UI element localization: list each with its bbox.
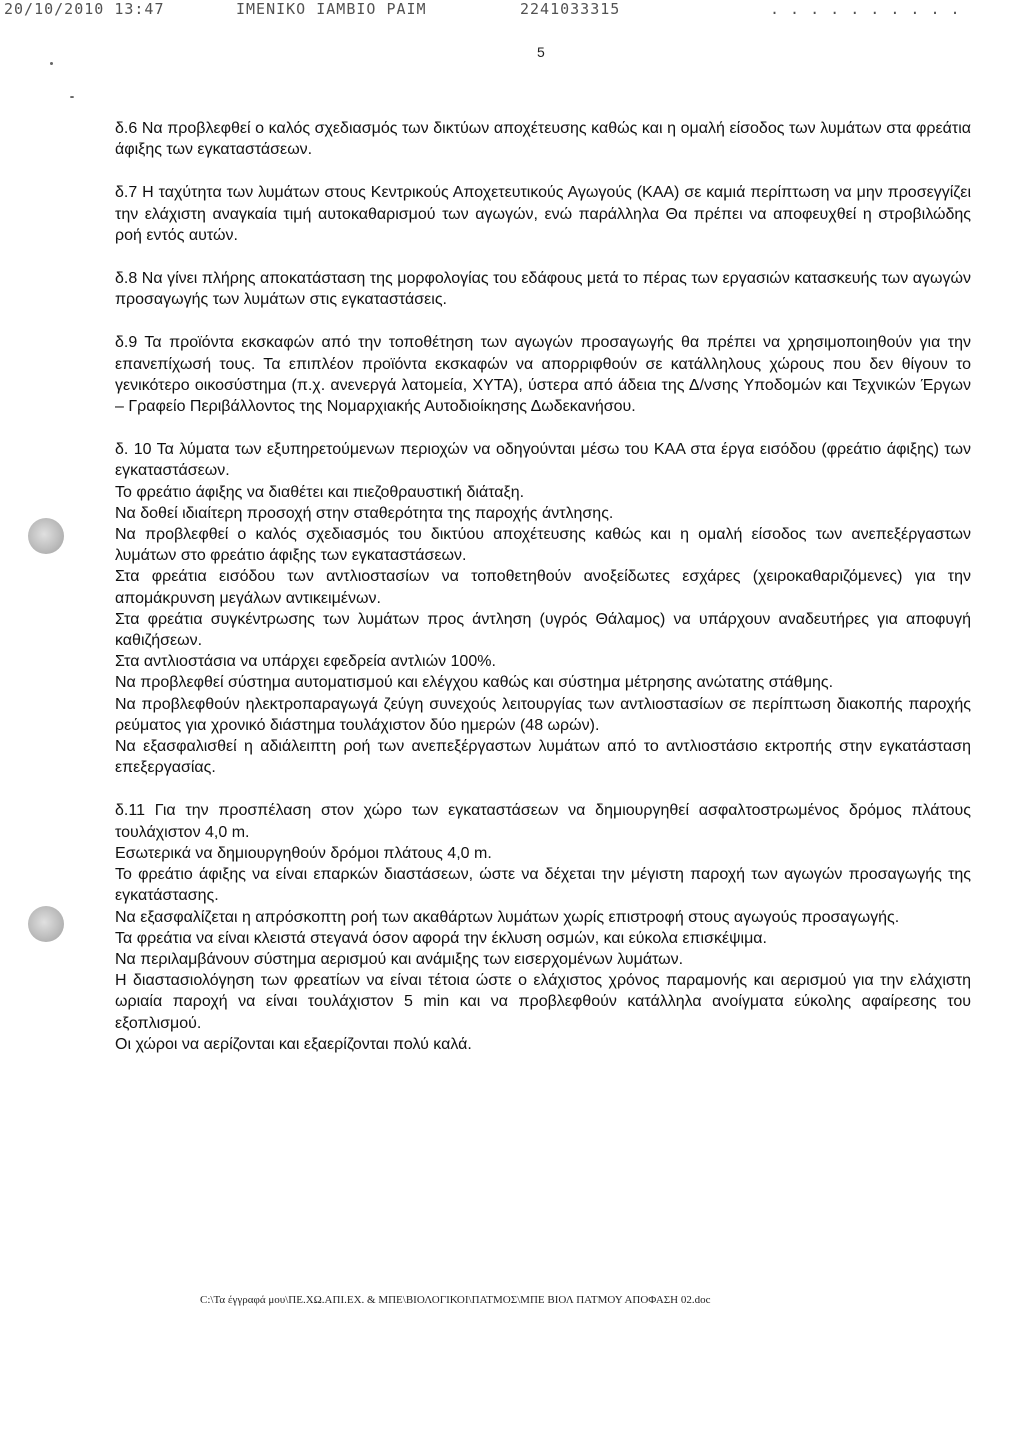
d11-line: Να εξασφαλίζεται η απρόσκοπτη ροή των ακαθάρτων λυμάτων χωρίς επιστροφή στους αγωγούς προσαγωγής. xyxy=(115,908,900,926)
d10-line: δ. 10 Τα λύματα των εξυπηρετούμενων περιοχών να οδηγούνται μέσω του ΚΑΑ στα έργα εισόδου (φρεάτιο άφιξης) των εγκαταστάσεων. xyxy=(115,441,971,480)
punch-hole-bottom xyxy=(28,906,64,942)
d10-line: Να προβλεφθεί σύστημα αυτοματισμού και ελέγχου καθώς και σύστημα μέτρησης ανώτατης στάθμης. xyxy=(115,674,834,692)
d11-line: δ.11 Για την προσπέλαση στον χώρο των εγκαταστάσεων να δημιουργηθεί ασφαλτοστρωμένος δρόμος πλάτους τουλάχιστον 4,0 m. xyxy=(115,802,971,841)
d10-line: Στα αντλιοστάσια να υπάρχει εφεδρεία αντλιών 100%. xyxy=(115,653,496,671)
d10-line: Να προβλεφθούν ηλεκτροπαραγωγά ζεύγη συνεχούς λειτουργίας των αντλιοστασίων σε περίπτωση διακοπής παροχής ρεύματος για χρονικό διάστημα τουλάχιστον δύο ημερών (48 ωρών). xyxy=(115,695,971,734)
fax-page-marks: . . . . . . . . . . xyxy=(770,0,961,18)
section-d6: δ.6 Να προβλεφθεί ο καλός σχεδιασμός των δικτύων αποχέτευσης καθώς και η ομαλή είσοδος των λυμάτων στα φρεάτια άφιξης των εγκαταστάσεων. xyxy=(115,120,971,159)
fax-header xyxy=(0,0,1024,22)
d10-line: Να προβλεφθεί ο καλός σχεδιασμός του δικτύου αποχέτευσης καθώς και η ομαλή είσοδος των ανεπεξέργαστων λυμάτων στο φρεάτιο άφιξης των εγκαταστάσεων. xyxy=(115,526,971,565)
scan-speck xyxy=(50,62,53,65)
d10-line: Το φρεάτιο άφιξης να διαθέτει και πιεζοθραυστική διάταξη. xyxy=(115,483,525,501)
fax-number: 2241033315 xyxy=(520,0,621,18)
section-d10 xyxy=(115,439,971,778)
punch-hole-top xyxy=(28,518,64,554)
d11-line: Εσωτερικά να δημιουργηθούν δρόμοι πλάτους 4,0 m. xyxy=(115,844,492,862)
section-d9: δ.9 Τα προϊόντα εκσκαφών από την τοποθέτηση των αγωγών προσαγωγής θα πρέπει να χρησιμοποιηθούν για την επανεπίχωσή τους. Τα επιπλέον προϊόντα εκσκαφών να απορριφθούν σε κατάλληλους χώρους που δεν θίγουν το γενικότερο οικοσύστημα (π.χ. ανενεργά λατομεία, ΧΥΤΑ), ύστερα από άδεια της Δ/νσης Υποδομών και Τεχνικών Έργων – Γραφείο Περιβάλλοντος της Νομαρχιακής Αυτοδιοίκησης Δωδεκανήσου. xyxy=(115,334,971,416)
fax-sender: IMENIKO IAMBIO PAIM xyxy=(236,0,427,18)
d10-line: Να δοθεί ιδιαίτερη προσοχή στην σταθερότητα της παροχής άντλησης. xyxy=(115,504,614,522)
d10-line: Στα φρεάτια εισόδου των αντλιοστασίων να τοποθετηθούν ανοξείδωτες εσχάρες (χειροκαθαριζόμενες) για την απομάκρυνση μεγάλων αντικειμένων. xyxy=(115,568,971,607)
d11-line: Να περιλαμβάνουν σύστημα αερισμού και ανάμιξης των εισερχομένων λυμάτων. xyxy=(115,950,684,968)
document-body xyxy=(115,118,971,1073)
section-d7: δ.7 Η ταχύτητα των λυμάτων στους Κεντρικούς Αποχετευτικούς Αγωγούς (ΚΑΑ) σε καμιά περίπτωση να μην προσεγγίζει την ελάχιστη αναγκαία τιμή αυτοκαθαρισμού των αγωγών, ενώ παράλληλα Θα πρέπει να αποφευχθεί η στροβιλώδης ροή εντός αυτών. xyxy=(115,184,971,244)
section-d8: δ.8 Να γίνει πλήρης αποκατάσταση της μορφολογίας του εδάφους μετά το πέρας των εργασιών κατασκευής των αγωγών προσαγωγής των λυμάτων στις εγκαταστάσεις. xyxy=(115,270,971,309)
d10-line: Να εξασφαλισθεί η αδιάλειπτη ροή των ανεπεξέργαστων λυμάτων από το αντλιοστάσιο εκτροπής στην εγκατάσταση επεξεργασίας. xyxy=(115,738,971,777)
d11-line: Η διαστασιολόγηση των φρεατίων να είναι τέτοια ώστε ο ελάχιστος χρόνος παραμονής και αερισμού για την ελάχιστη ωριαία παροχή να είναι τουλάχιστον 5 min και να προβλεφθούν κατάλληλα ανοίγματα εύκολης αφαίρεσης του εξοπλισμού. xyxy=(115,972,971,1032)
section-d11 xyxy=(115,800,971,1054)
d10-line: Στα φρεάτια συγκέντρωσης των λυμάτων προς άντληση (υγρός Θάλαμος) να υπάρχουν αναδευτήρες για αποφυγή καθιζήσεων. xyxy=(115,610,971,650)
d11-line: Το φρεάτιο άφιξης να είναι επαρκών διαστάσεων, ώστε να δέχεται την μέγιστη παροχή των αγωγών προσαγωγής της εγκατάστασης. xyxy=(115,866,971,905)
fax-date-time: 20/10/2010 13:47 xyxy=(4,0,165,18)
d11-line: Τα φρεάτια να είναι κλειστά στεγανά όσον αφορά την έκλυση οσμών, και εύκολα επισκέψιμα. xyxy=(115,929,767,947)
scan-speck xyxy=(70,96,74,98)
page-number: 5 xyxy=(537,44,545,60)
footer-file-path: C:\Τα έγγραφά μου\ΠΕ.ΧΩ.ΑΠΙ.ΕΧ. & ΜΠΕ\ΒΙΟΛΟΓΙΚΟΙ\ΠΑΤΜΟΣ\ΜΠΕ ΒΙΟΛ ΠΑΤΜΟΥ ΑΠΟΦΑΣΗ 02.doc xyxy=(200,1294,711,1306)
d11-line: Οι χώροι να αερίζονται και εξαερίζονται πολύ καλά. xyxy=(115,1035,472,1053)
